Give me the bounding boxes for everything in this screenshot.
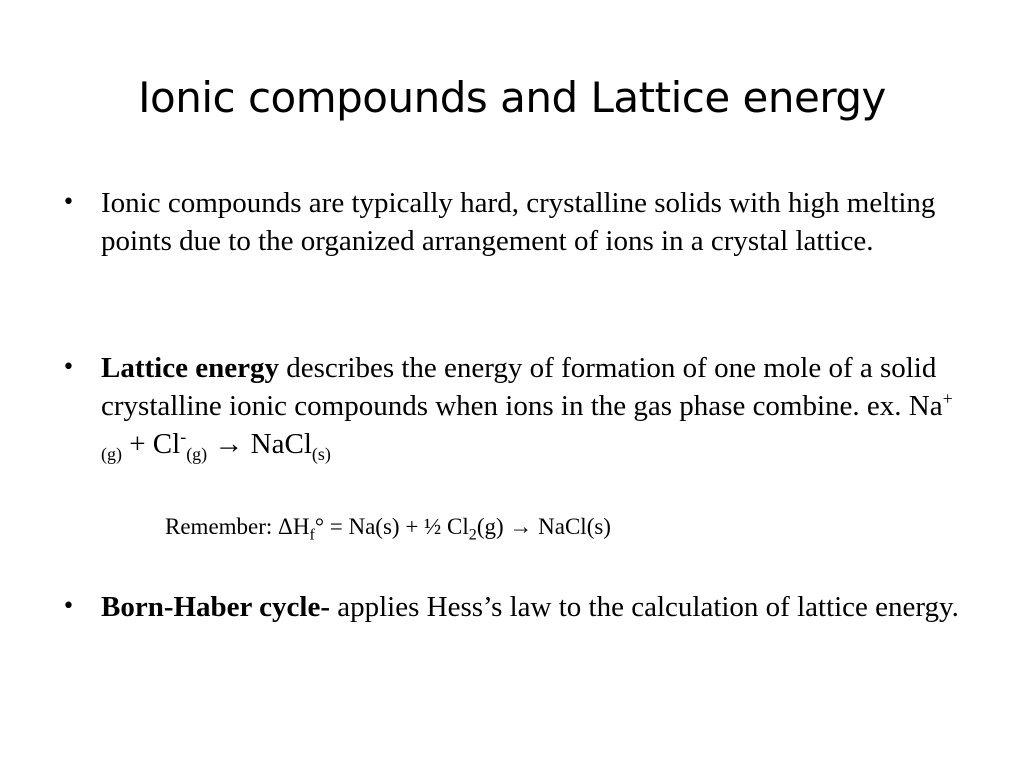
remember-prefix: Remember: ΔH (165, 514, 310, 539)
na-state: (g) (101, 443, 122, 464)
born-haber-description: applies Hess’s law to the calculation of lattice energy. (329, 591, 959, 623)
na-charge: + (942, 388, 953, 409)
remember-middle: ° = Na(s) + ½ Cl (314, 514, 469, 539)
cl-state: (g) (186, 443, 208, 464)
nacl-state: (s) (311, 443, 331, 464)
bullet-ionic-compounds (62, 184, 962, 260)
bullet-dot: • (62, 190, 75, 215)
bullet-born-haber (62, 588, 962, 626)
bullet-text (101, 349, 962, 463)
term-lattice-energy: Lattice energy (101, 352, 279, 384)
lattice-energy-description: describes the energy of formation of one mole of a solid crystalline ionic compounds when ions in the gas phase combine. ex. Na (101, 352, 943, 422)
plus-cl: + Cl (121, 428, 181, 460)
cl-charge: - (180, 426, 187, 447)
remember-suffix: (g) → NaCl(s) (476, 514, 611, 539)
hf-subscript: f (309, 526, 315, 544)
bullet-text: Ionic compounds are typically hard, crystalline solids with high melting points due to the organized arrangement of ions in a crystal lattice. (101, 187, 936, 257)
cl2-subscript: 2 (468, 526, 477, 544)
remember-equation (165, 511, 611, 543)
arrow-nacl: → NaCl (207, 428, 312, 460)
bullet-text (101, 588, 962, 626)
bullet-dot: • (62, 355, 75, 380)
term-born-haber: Born-Haber cycle- (101, 591, 330, 623)
bullet-dot: • (62, 594, 75, 619)
bullet-lattice-energy (62, 349, 962, 463)
slide-title: Ionic compounds and Lattice energy (138, 73, 886, 122)
